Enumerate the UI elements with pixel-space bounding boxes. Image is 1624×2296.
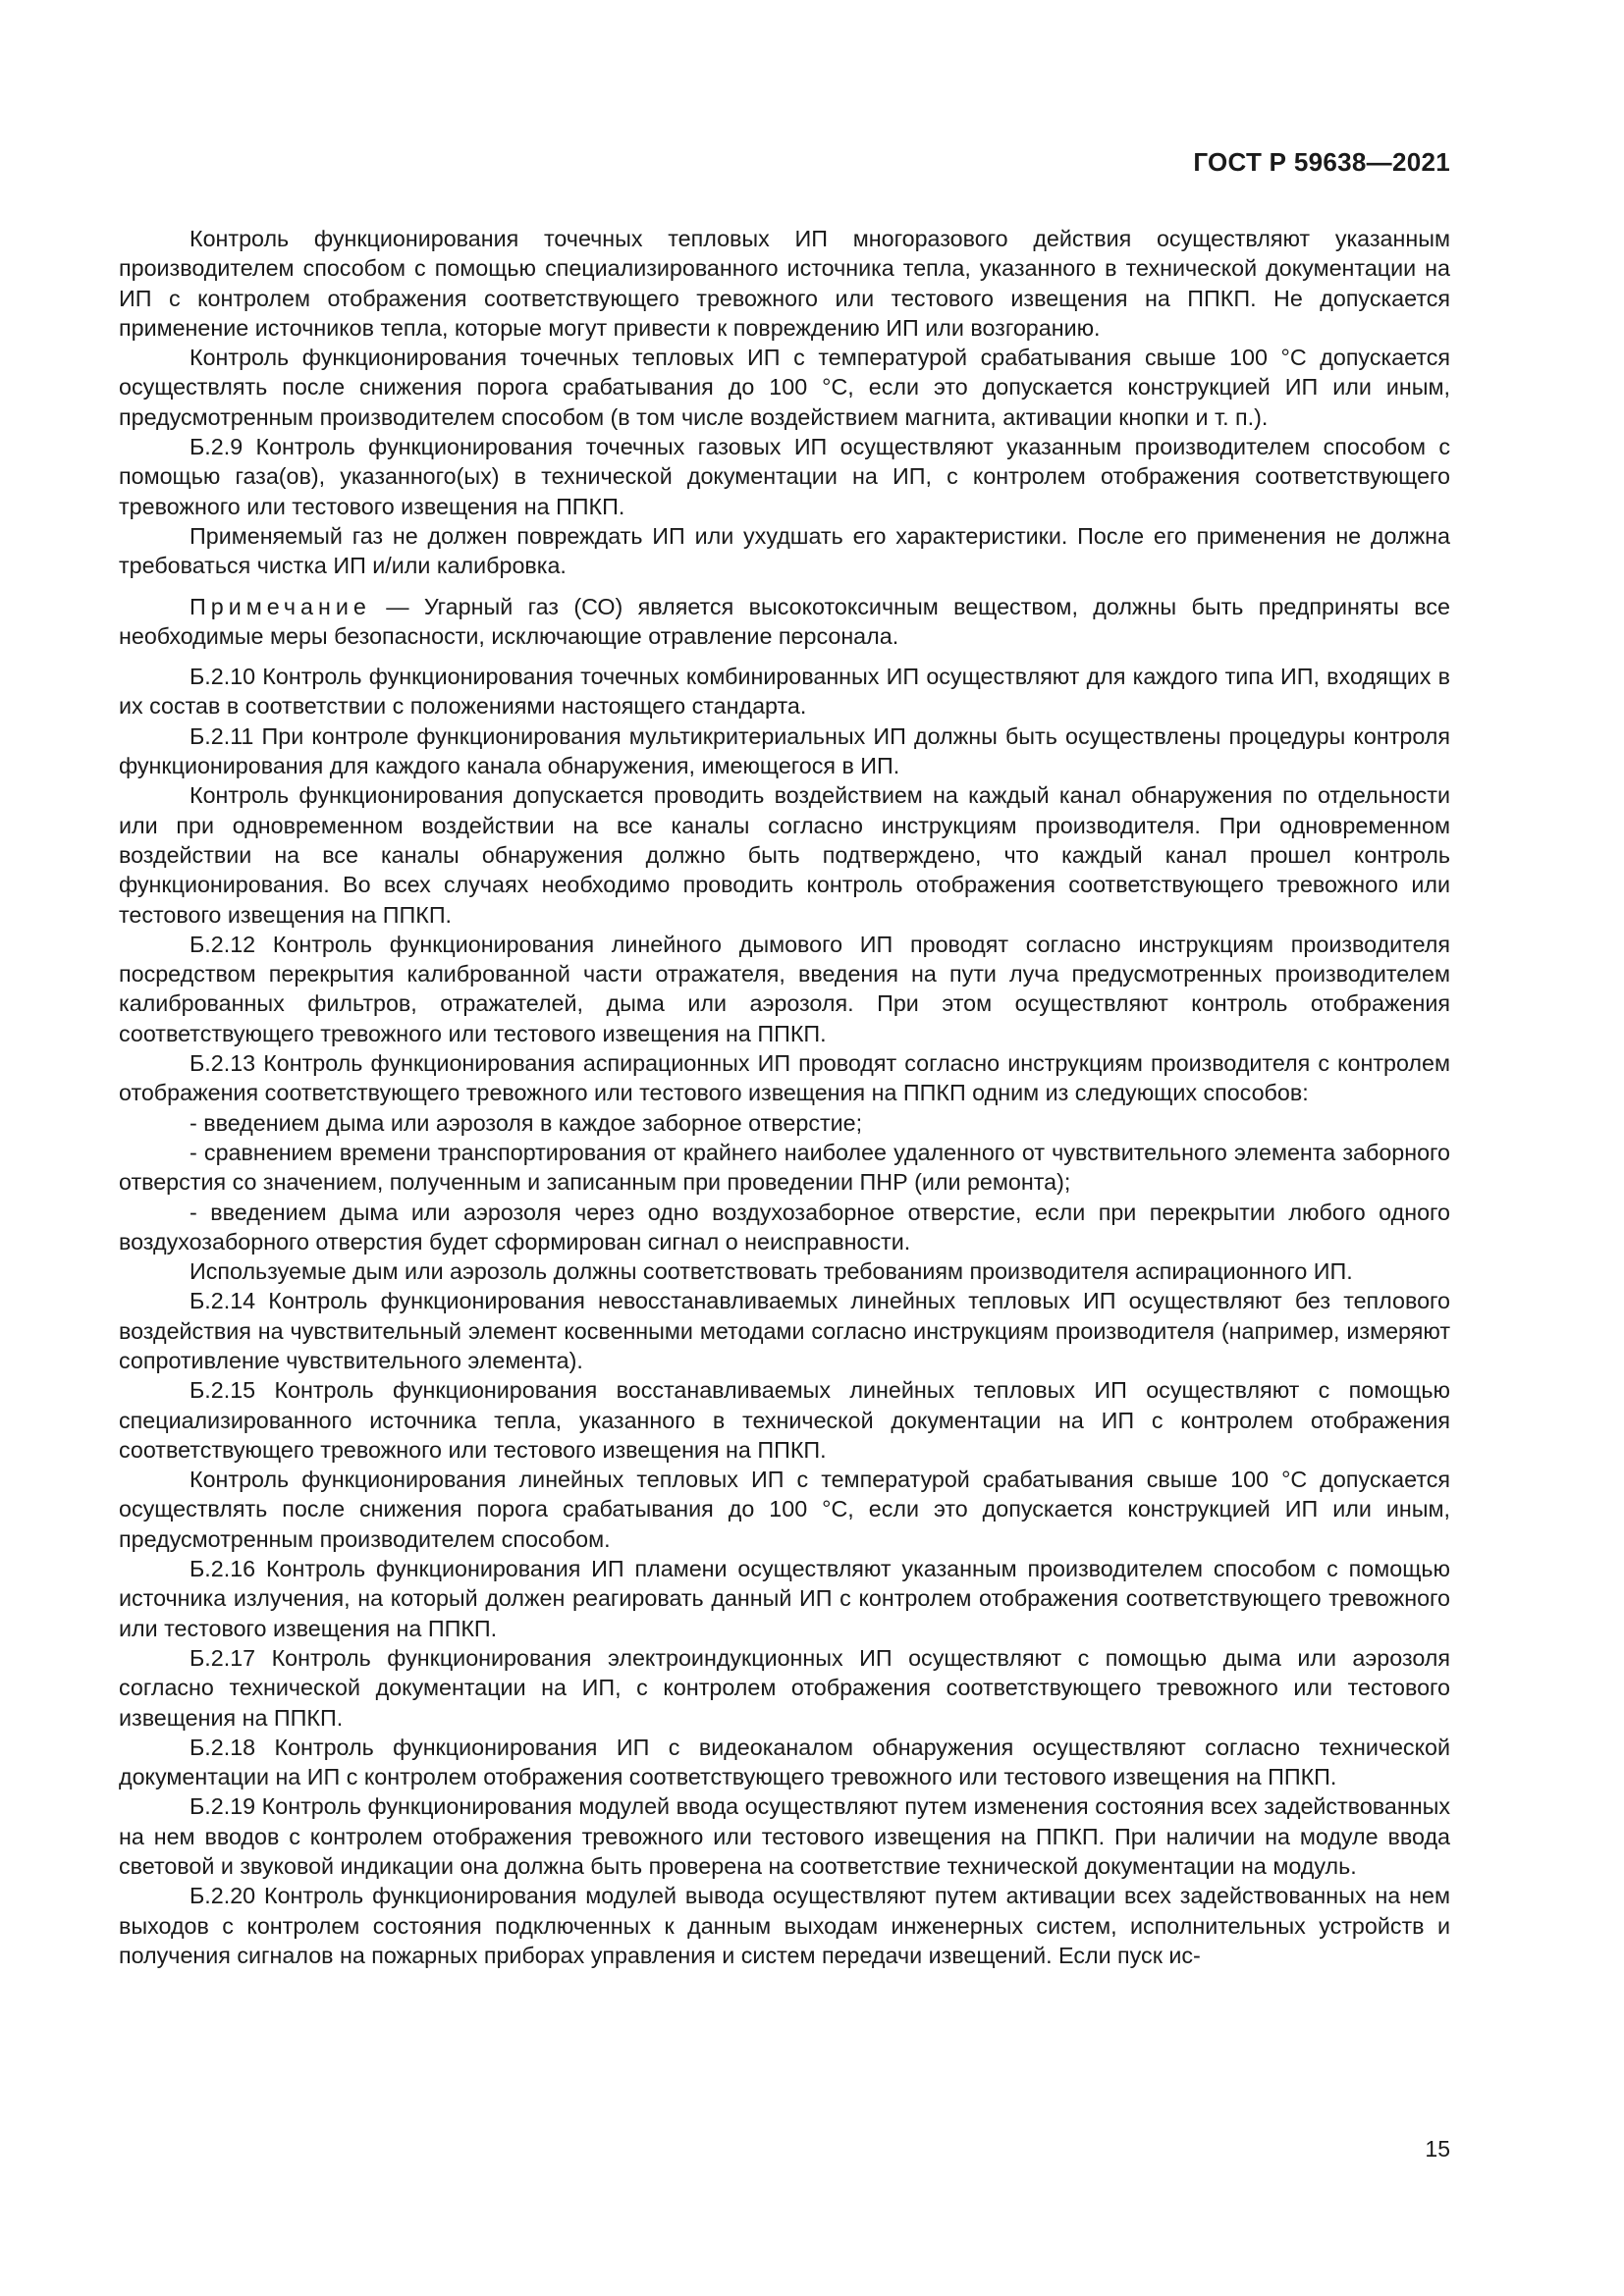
paragraph-7: Контроль функционирования допускается проводить воздействием на каждый канал обнаружения по отдельности или при одновременном воздействии на все каналы согласно инструкциям производителя. При одновременном воздействии на все каналы обнаружения должно быть подтверждено, что каждый канал прошел контроль функционирования. Во всех случаях необходимо проводить контроль отображения соответствующего тревожного или тестового извещения на ППКП.: [119, 782, 1450, 928]
paragraph-b-2-9: Б.2.9 Контроль функционирования точечных газовых ИП осуществляют указанным производителем способом с помощью газа(ов), указанного(ых) в технической документации на ИП, с контролем отображения соответствующего тревожного или тестового извещения на ППКП.: [119, 434, 1450, 519]
paragraph-b-2-15: Б.2.15 Контроль функционирования восстанавливаемых линейных тепловых ИП осуществляют с помощью специализированного источника тепла, указанного в технической документации на ИП с контролем отображения соответствующего тревожного или тестового извещения на ППКП.: [119, 1377, 1450, 1463]
paragraph-b-2-19: Б.2.19 Контроль функционирования модулей ввода осуществляют путем изменения состояния всех задействованных на нем вводов с контролем отображения тревожного или тестового извещения на ППКП. При наличии на модуле ввода световой и звуковой индикации она должна быть проверена на соответствие технической документации на модуль.: [119, 1793, 1450, 1880]
list-item-1: - введением дыма или аэрозоля в каждое заборное отверстие;: [189, 1109, 863, 1136]
paragraph-b-2-20: Б.2.20 Контроль функционирования модулей вывода осуществляют путем активации всех задействованных на нем выходов с контролем состояния подключенных к данным выходам инженерных систем, исполнительных устройств и получения сигналов на пожарных приборах управления и систем передачи извещений. Если пуск ис-: [119, 1883, 1450, 1968]
paragraph-4: Применяемый газ не должен повреждать ИП или ухудшать его характеристики. После его применения не должна требоваться чистка ИП и/или калибровка.: [119, 522, 1450, 579]
note-label: Примечание: [189, 593, 371, 619]
paragraph-16: Контроль функционирования линейных тепловых ИП с температурой срабатывания свыше 100 °С допускается осуществлять после снижения порога срабатывания до 100 °С, если это допускается конструкцией ИП или иным, предусмотренным производителем способом.: [119, 1467, 1450, 1552]
paragraph-b-2-14: Б.2.14 Контроль функционирования невосстанавливаемых линейных тепловых ИП осуществляют без теплового воздействия на чувствительный элемент косвенными методами согласно инструкциям производителя (например, измеряют сопротивление чувствительного элемента).: [119, 1288, 1450, 1373]
paragraph-1: Контроль функционирования точечных тепловых ИП многоразового действия осуществляют указанным производителем способом с помощью специализированного источника тепла, указанного в технической документации на ИП с контролем отображения соответствующего тревожного или тестового извещения на ППКП. Не допускается применение источников тепла, которые могут привести к повреждению ИП или возгоранию.: [119, 226, 1450, 341]
document-body: [119, 224, 1450, 1970]
paragraph-b-2-12: Б.2.12 Контроль функционирования линейного дымового ИП проводят согласно инструкциям производителя посредством перекрытия калиброванной части отражателя, введения на пути луча предусмотренных производителем калиброванных фильтров, отражателей, дыма или аэрозоля. При этом осуществляют контроль отображения соответствующего тревожного или тестового извещения на ППКП.: [119, 931, 1450, 1046]
paragraph-b-2-16: Б.2.16 Контроль функционирования ИП пламени осуществляют указанным производителем способом с помощью источника излучения, на который должен реагировать данный ИП с контролем отображения соответствующего тревожного или тестового извещения на ППКП.: [119, 1556, 1450, 1641]
paragraph-13: Используемые дым или аэрозоль должны соответствовать требованиям производителя аспирационного ИП.: [189, 1258, 1353, 1285]
paragraph-b-2-11: Б.2.11 При контроле функционирования мультикритериальных ИП должны быть осуществлены процедуры контроля функционирования для каждого канала обнаружения, имеющегося в ИП.: [119, 722, 1450, 779]
paragraph-b-2-13: Б.2.13 Контроль функционирования аспирационных ИП проводят согласно инструкциям производителя с контролем отображения соответствующего тревожного или тестового извещения на ППКП одним из следующих способов:: [119, 1050, 1450, 1106]
paragraph-b-2-17: Б.2.17 Контроль функционирования электроиндукционных ИП осуществляют с помощью дыма или аэрозоля согласно технической документации на ИП, с контролем отображения соответствующего тревожного или тестового извещения на ППКП.: [119, 1644, 1450, 1731]
note-text: — Угарный газ (СО) является высокотоксичным веществом, должны быть предприняты все необходимые меры безопасности, исключающие отравление персонала.: [119, 593, 1450, 649]
page-number: 15: [1425, 2136, 1450, 2162]
paragraph-2: Контроль функционирования точечных тепловых ИП с температурой срабатывания свыше 100 °С допускается осуществлять после снижения порога срабатывания до 100 °С, если это допускается конструкцией ИП или иным, предусмотренным производителем способом (в том числе воздействием магнита, активации кнопки и т. п.).: [119, 345, 1450, 430]
paragraph-b-2-18: Б.2.18 Контроль функционирования ИП с видеоканалом обнаружения осуществляют согласно технической документации на ИП с контролем отображения соответствующего тревожного или тестового извещения на ППКП.: [119, 1734, 1450, 1790]
paragraph-b-2-10: Б.2.10 Контроль функционирования точечных комбинированных ИП осуществляют для каждого типа ИП, входящих в их состав в соответствии с положениями настоящего стандарта.: [119, 664, 1450, 720]
note-paragraph: [119, 592, 1450, 652]
list-item-3: - введением дыма или аэрозоля через одно воздухозаборное отверстие, если при перекрытии любого одного воздухозаборного отверстия будет сформирован сигнал о неисправности.: [119, 1199, 1450, 1255]
list-item-2: - сравнением времени транспортирования от крайнего наиболее удаленного от чувствительного элемента заборного отверстия со значением, полученным и записанным при проведении ПНР (или ремонта);: [119, 1139, 1450, 1196]
document-header: ГОСТ Р 59638—2021: [1193, 147, 1450, 177]
